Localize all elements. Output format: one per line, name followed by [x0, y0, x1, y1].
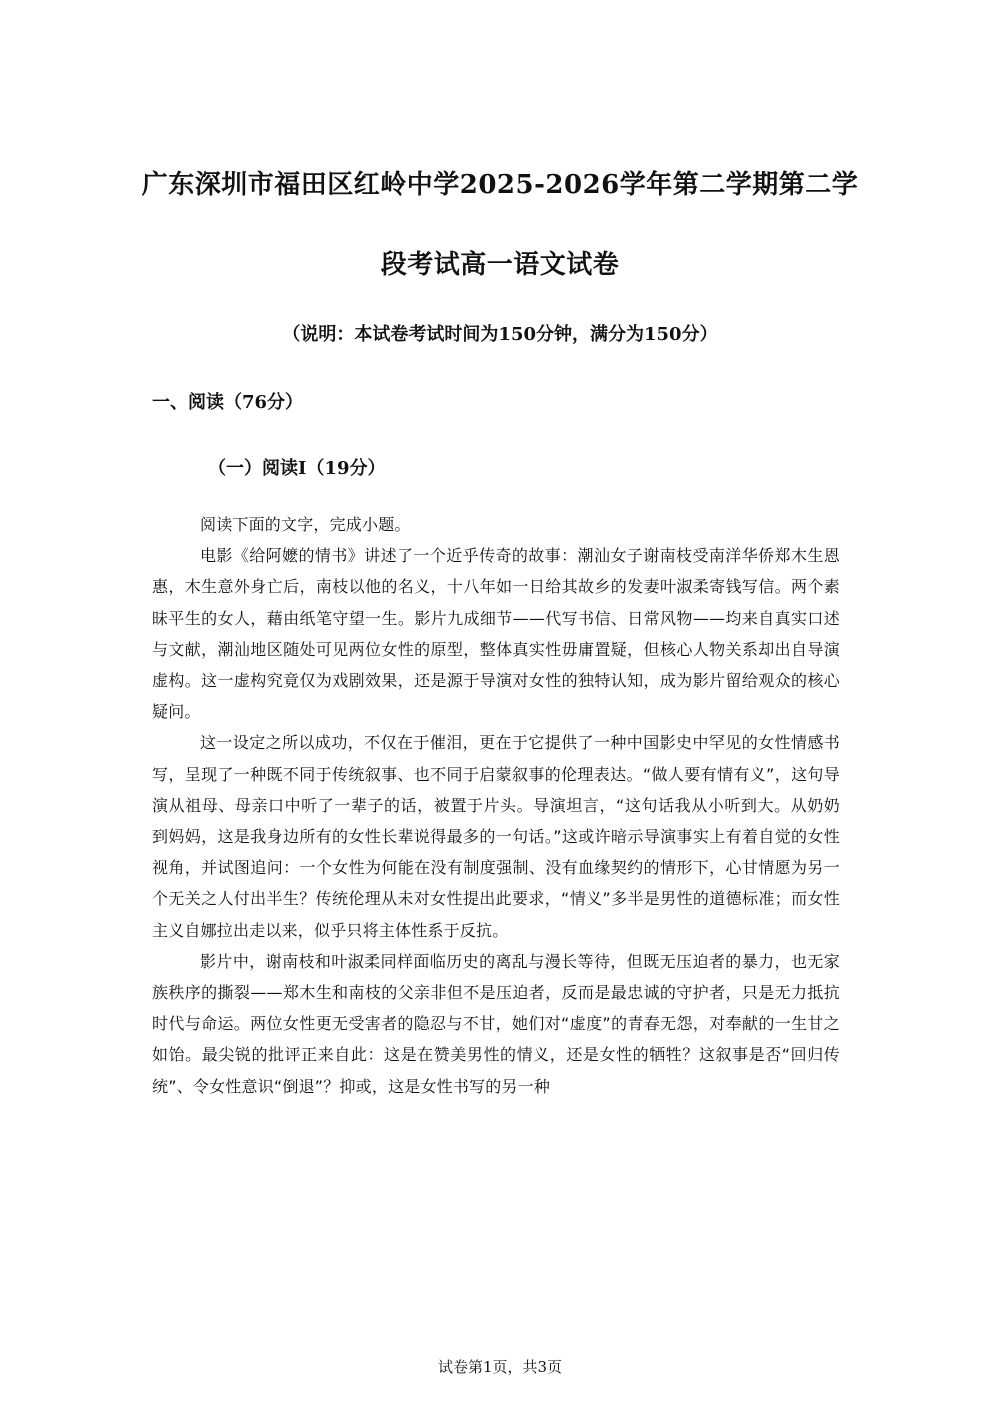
- section-heading-reading: 一、阅读（76分）: [152, 392, 304, 413]
- passage-paragraph: 电影《给阿嬷的情书》讲述了一个近乎传奇的故事：潮汕女子谢南枝受南洋华侨郑木生恩惠，木生意外身亡后，南枝以他的名义，十八年如一日给其故乡的发妻叶淑柔寄钱写信。两个素昧平生的女人，藉由纸笔守望一生。影片九成细节——代写书信、日常风物——均来自真实口述与文献，潮汕地区随处可见两位女性的原型，整体真实性毋庸置疑，但核心人物关系却出自导演虚构。这一虚构究竟仅为戏剧效果，还是源于导演对女性的独特认知，成为影片留给观众的核心疑问。: [152, 546, 840, 722]
- reading-passage: [152, 509, 840, 1102]
- exam-title-line-1: 广东深圳市福田区红岭中学2025-2026学年第二学期第二学: [141, 170, 859, 200]
- passage-paragraph: 这一设定之所以成功，不仅在于催泪，更在于它提供了一种中国影史中罕见的女性情感书写，呈现了一种既不同于传统叙事、也不同于启蒙叙事的伦理表达。“做人要有情有义”，这句导演从祖母、母亲口中听了一辈子的话，被置于片头。导演坦言，“这句话我从小听到大。从奶奶到妈妈，这是我身边所有的女性长辈说得最多的一句话。”这或许暗示导演事实上有着自觉的女性视角，并试图追问：一个女性为何能在没有制度强制、没有血缘契约的情形下，心甘情愿为另一个无关之人付出半生？传统伦理从未对女性提出此要求，“情义”多半是男性的道德标准；而女性主义自娜拉出走以来，似乎只将主体性系于反抗。: [152, 733, 840, 940]
- passage-paragraph-instruction: 阅读下面的文字，完成小题。: [200, 515, 411, 534]
- subsection-heading-reading-1: （一）阅读Ⅰ（19分）: [208, 458, 386, 479]
- page-footer: 试卷第1页，共3页: [437, 1358, 563, 1376]
- passage-paragraph: 影片中，谢南枝和叶淑柔同样面临历史的离乱与漫长等待，但既无压迫者的暴力，也无家族秩序的撕裂——郑木生和南枝的父亲非但不是压迫者，反而是最忠诚的守护者，只是无力抵抗时代与命运。两位女性更无受害者的隐忍与不甘，她们对“虚度”的青春无怨，对奉献的一生甘之如饴。最尖锐的批评正来自此：这是在赞美男性的情义，还是女性的牺牲？这叙事是否“回归传统”、令女性意识“倒退”？抑或，这是女性书写的另一种: [152, 951, 840, 1096]
- exam-title-line-2: 段考试高一语文试卷: [380, 250, 620, 280]
- exam-instructions-note: （说明：本试卷考试时间为150分钟，满分为150分）: [282, 324, 718, 345]
